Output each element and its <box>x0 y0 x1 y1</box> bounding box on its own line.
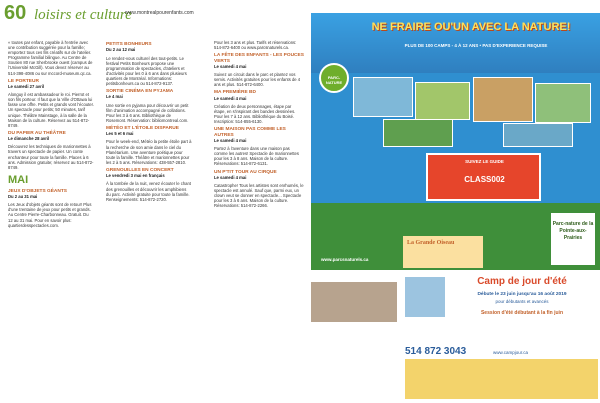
ad-subtitle: PLUS DE 100 CAMPS - 4 À 12 ANS • PAS D'EXPERIENCE REQUISE <box>404 43 548 48</box>
event-text: Partez à l'aventure dans une maison pas comme les autres! Spectacle de marionnettes pour les 3 à 8 ans. Maison de la culture. Réservations: 514-872-6131. <box>214 146 299 167</box>
promo-code: CLASS002 <box>464 175 505 184</box>
section-title: loisirs et culture <box>34 7 132 23</box>
photo <box>503 123 573 147</box>
page-number: 60 <box>4 2 27 24</box>
event-text: Création de deux personnages, étape par étape, en s'inspirant des bandes dessinées. Pour les 7 à 12 ans. Bibliothèque du Boisé. Inscription: 514-855-6130. <box>214 103 296 125</box>
month-heading: MAI <box>8 173 29 186</box>
event-text: Découvrez les techniques de marionnettes à travers un spectacle de papier. Un conte enchanteur pour toute la famille. Places à 6 ans. Admission gratuite; réservez au 514-872-8749. <box>8 144 94 170</box>
camp-phone[interactable]: 514 872 3043 <box>405 346 467 357</box>
camp-session: Session d'été débutant à la fin juin <box>480 310 564 316</box>
event-text: Catastrophe! Tous les artistes sont enrhumés, le spectacle est annulé. Sauf que, parmi eux, un clown veut se donner en spectacle... Spectacle pour les 3 à 6 ans. Maison de la culture. Réservations: 514-872-2266. <box>214 183 304 209</box>
camp-title: Camp de jour d'été <box>477 276 567 287</box>
column-2 <box>106 40 192 400</box>
column-1-intro: « toutes par enfant, payable à l'entrée avec une contribution suggérée pour la famille; emportez tous ces fils créatifs sur de l'atelier. Programme familial bilingue. Au Centre de Soutien 80 rue Sherbrooke ouest (campus de l'Université McGill). Vous devez réserver au 514-398-4086 ou sur mccord-museum.qc.ca. <box>8 40 93 76</box>
event-date: Le samedi 27 avril <box>8 84 45 90</box>
event-date: Le dimanche 28 avril <box>8 136 50 142</box>
event-date: Le samedi 4 mai <box>214 95 247 101</box>
event-text: Alonguy il est ambassadeur le roi. Pierrot et son fils porteur. Il faut que la Ville d'Ottawa lui fasse une offre. Petits et grands vont l'écouter. Un spectacle pour petits; 50 minutes, tarif unique. Théâtre Mainstage, à la salle de la Maison de la culture. Réservez au 514-872-8749. <box>8 92 94 128</box>
photo <box>383 119 453 147</box>
ad-badge: PARC-NATURE <box>319 63 349 93</box>
camp-kids-photo <box>405 359 598 399</box>
photo <box>535 83 591 123</box>
event-title: LE PORTEUR <box>8 78 39 84</box>
camp-website[interactable]: www.campjour.ca <box>493 350 529 355</box>
event-date: Le samedi 4 mai <box>214 174 247 180</box>
park-logo: Parc-nature de la Pointe-aux-Prairies <box>551 213 595 265</box>
children-photo <box>311 282 397 322</box>
event-title: PETITS BONHEURS <box>106 42 152 47</box>
day-camp-ad[interactable] <box>403 274 600 403</box>
column-3 <box>214 40 304 400</box>
ad-website[interactable]: www.parcsnaturels.ca <box>321 257 369 262</box>
event-date: Le samedi 4 mai <box>214 138 247 144</box>
event-date: Le 4 mai <box>106 94 123 100</box>
camp-level: pour débutants et avancés <box>495 299 549 304</box>
camp-dates: Débute le 23 juin jusqu'au 16 août 2019 <box>477 292 567 297</box>
event-title: DU PAPIER AU THÉÂTRE <box>8 130 66 136</box>
event-text: Les Jeux d'objets géants sont de retour! Plus d'une trentaine de jeux pour petits et grands. Au Centre Pierre-Charbonneau. Gratuit. Du 12 au 31 mai. Pour en savoir plus: quartierdesspectacles.com. <box>8 202 92 228</box>
event-date: Du 2 au 31 mai <box>8 194 38 200</box>
event-title: MA PREMIÈRE BD <box>214 90 256 96</box>
event-text: Suivez un circuit dans le parc et plantez vos semis. Activités gratuites pour les enfants de 4 ans et plus. 514-872-6400. <box>214 72 301 88</box>
event-date: Le vendredi 3 mai en français <box>106 173 165 179</box>
event-text: Une sortie en pyjama pour découvrir un petit film d'animation accompagné de collations. Pour les 3 à 6 ans. Bibliothèque de Rosemont. Réservation: bibliomontreal.com. <box>106 102 189 123</box>
event-text: Le rendez-vous culturel des tout-petits. Le festival Petits Bonheurs propose une programmation de spectacles, d'ateliers et d'activités pour les 0 à 6 ans dans plusieurs quartiers de Montréal. Informations: petitsbonheurs.ca ou 514-872-9137. <box>106 55 187 86</box>
event-title: JEUX D'OBJETS GÉANTS <box>8 188 67 194</box>
event-title: MÉTÉO ET L'ÉTOILE DISPARUE <box>106 125 179 131</box>
camp-photo <box>405 277 445 317</box>
event-text: Pour le week-end, Météo la petite étoile part à la recherche de son amie dans le ciel du Planétarium. Une aventure poétique pour toute la famille. Théâtre et marionnettes pour les 2 à 5 ans. Réservations: 438-557-2810. <box>106 139 192 165</box>
ad-title: NE FRAIRE OU'UN AVEC LA NATURE! <box>371 21 571 33</box>
event-date: Le samedi 4 mai <box>214 64 247 69</box>
event-title: LA FÊTE DES ENFANTS - LES POUCES VERTS <box>214 53 304 64</box>
nature-camp-ad[interactable] <box>311 13 600 270</box>
event-title: GRENOUILLES EN CONCERT <box>106 167 174 173</box>
column-1 <box>8 40 94 400</box>
event-date: Du 2 au 12 mai <box>106 47 136 53</box>
event-date: Les 5 et 6 mai <box>106 131 134 137</box>
photo <box>353 77 413 117</box>
event-title: UN P'TIT TOUR AU CIRQUE <box>214 169 277 175</box>
carousel-ad[interactable]: La Grande Oiseau <box>403 236 483 268</box>
ad-photo-collage <box>353 77 593 147</box>
column-3-intro: Pour les 3 ans et plus. Tarifs et réservations: 514-872-6400 ou www.parcsnaturels.ca. <box>214 40 297 51</box>
photo <box>473 77 533 122</box>
website-link[interactable]: www.montrealpourenfants.com <box>125 10 194 16</box>
event-text: À la tombée de la nuit, venez écouter le chant des grenouilles et découvrir les amphibiens du parc. Activité gratuite pour toute la famille. Renseignements: 514-872-2720. <box>106 181 191 202</box>
event-title: SORTIE CINÉMA EN PYJAMA <box>106 89 174 95</box>
promo-box[interactable] <box>426 153 541 201</box>
event-title: UNE MAISON PAS COMME LES AUTRES <box>214 127 286 138</box>
photo <box>415 82 470 120</box>
promo-line-1: SUIVEZ LE GUIDE <box>465 159 504 164</box>
